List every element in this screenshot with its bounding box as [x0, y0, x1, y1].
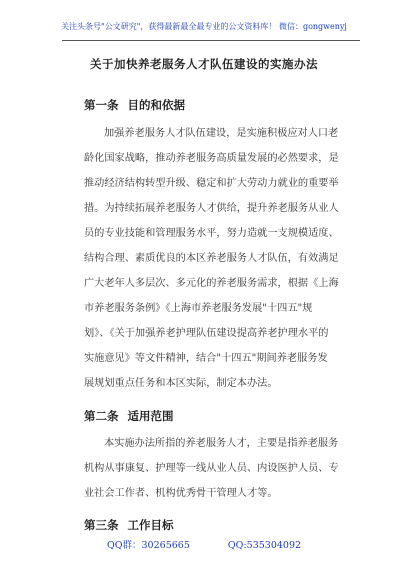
header-banner: 关注头条号"公文研究"，获得最新最全最专业的公文资料库！ 微信：gongwenyj [61, 22, 347, 31]
article-number: 第二条 [84, 409, 119, 423]
article-title: 适用范围 [127, 409, 174, 423]
article-title: 工作目标 [127, 518, 174, 532]
paragraph-line: 本实施办法所指的养老服务人才，主要是指养老服务 [104, 438, 339, 449]
paragraph-line: 展规划重点任务和本区实际，制定本办法。 [84, 378, 278, 389]
paragraph-line: 员的专业技能和管理服务水平，努力造就一支规模适度、 [84, 228, 339, 239]
paragraph-line: 结构合理、素质优良的本区养老服务人才队伍，有效满足 [84, 253, 339, 264]
paragraph-line: 推动经济结构转型升级、稳定和扩大劳动力就业的重要举 [84, 178, 339, 189]
paragraph-line: 业社会工作者、机构优秀骨干管理人才等。 [84, 488, 278, 499]
footer-contact [0, 537, 408, 551]
paragraph-line: 市养老服务条例》《上海市养老服务发展"十四五"规 [84, 303, 313, 314]
article-number: 第一条 [84, 98, 119, 112]
footer-qq: QQ:535304092 [227, 540, 302, 551]
article-3-heading [84, 517, 174, 533]
article-2-heading [84, 408, 174, 424]
paragraph-line: 机构从事康复、护理等一线从业人员、内设医护人员、专 [84, 463, 339, 474]
header-divider [62, 40, 360, 41]
article-title: 目的和依据 [127, 98, 185, 112]
paragraph-line: 实施意见》等文件精神，结合"十四五"期间养老服务发 [84, 353, 328, 364]
footer-qq-group: QQ群：30265665 [106, 540, 190, 551]
paragraph-line: 划》、《关于加强养老护理队伍建设提高养老护理水平的 [84, 328, 329, 339]
article-number: 第三条 [84, 518, 119, 532]
article-1-heading [84, 97, 185, 113]
paragraph-line: 加强养老服务人才队伍建设，是实施积极应对人口老 [104, 128, 339, 139]
paragraph-line: 龄化国家战略，推动养老服务高质量发展的必然要求，是 [84, 153, 339, 164]
paragraph-line: 广大老年人多层次、多元化的养老服务需求，根据《上海 [84, 278, 339, 289]
paragraph-line: 措。为持续拓展养老服务人才供给，提升养老服务从业人 [84, 203, 339, 214]
document-title: 关于加快养老服务人才队伍建设的实施办法 [90, 57, 318, 71]
